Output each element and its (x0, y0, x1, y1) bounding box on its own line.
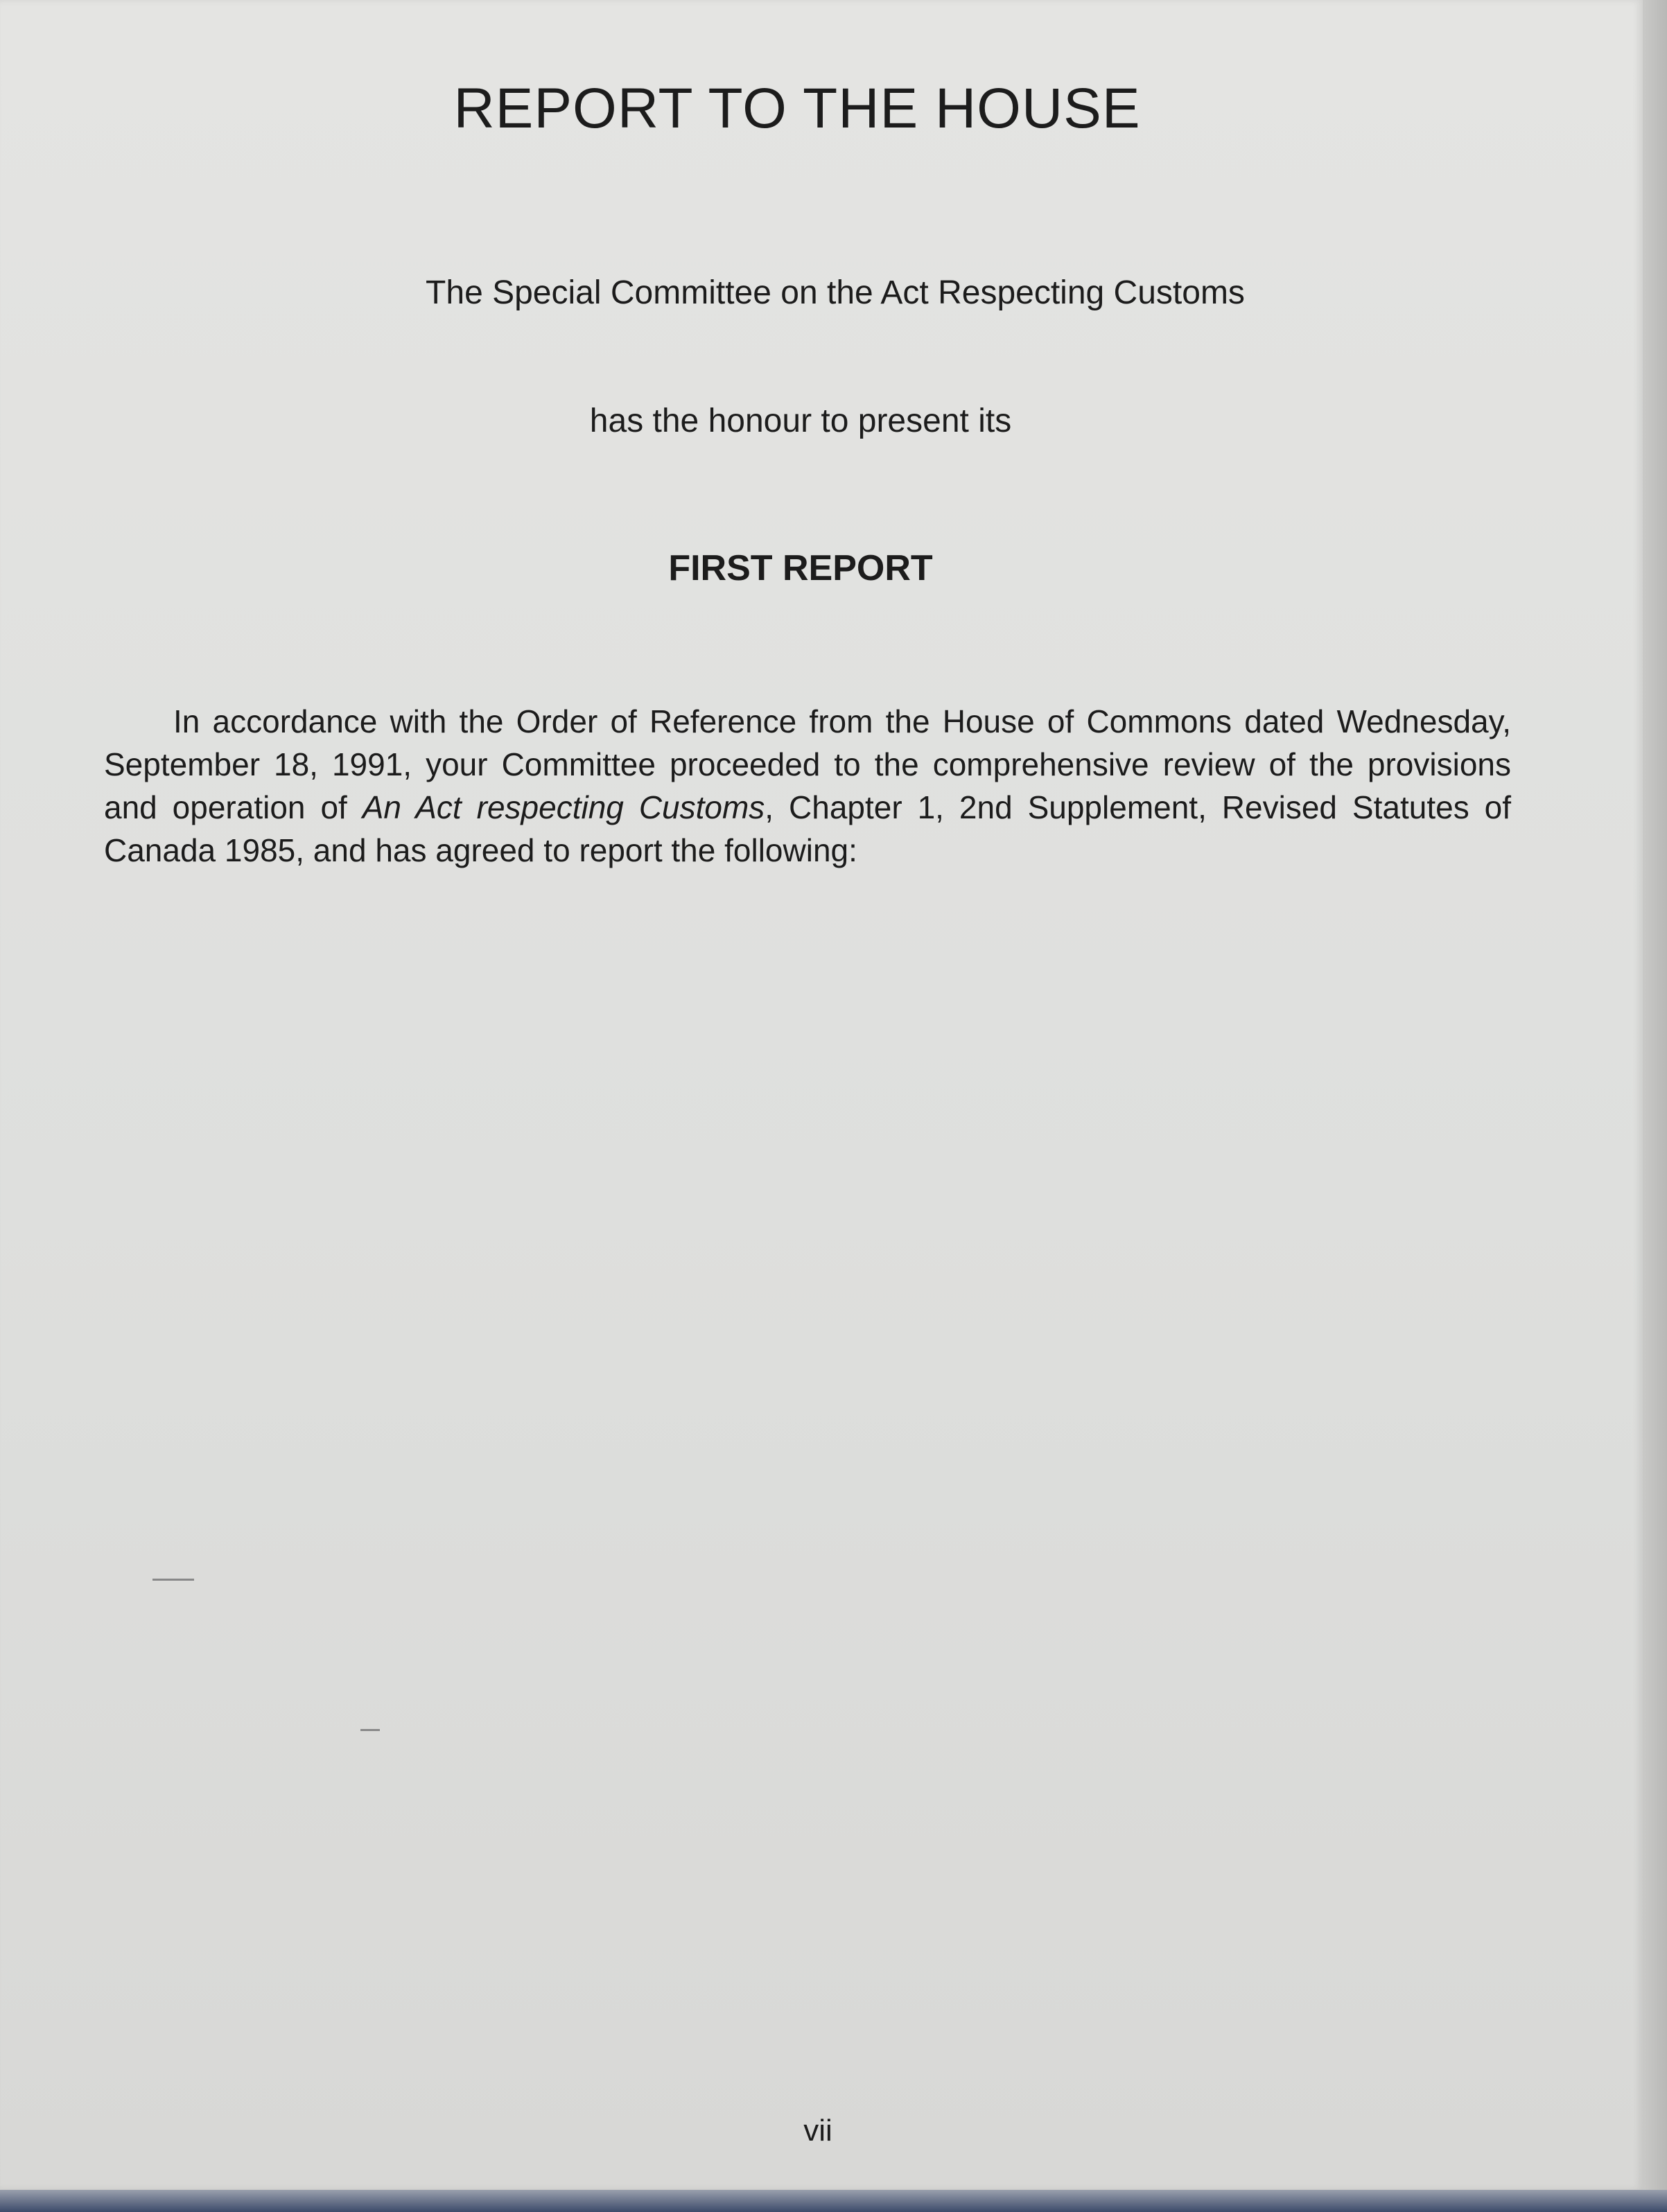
stray-mark (152, 1579, 194, 1581)
body-paragraph (104, 700, 1511, 872)
act-title: An Act respecting Customs (362, 789, 765, 825)
report-name: FIRST REPORT (668, 548, 933, 588)
body-text-part-1: In accordance with the Order of Reference from the House of Commons dated Wednesday, September 18, 1991, your Committee proceeded to the comprehensive review of the provisions and operation of (104, 703, 1511, 825)
body-text-part-2: , Chapter 1, 2nd Supplement, Revised Statutes of Canada 1985, and has agreed to report the following: (104, 789, 1511, 868)
intro-line: has the honour to present its (589, 403, 1012, 439)
page-number: vii (803, 2114, 832, 2148)
stray-mark (360, 1729, 380, 1731)
binding-edge (1643, 0, 1667, 2212)
page-title: REPORT TO THE HOUSE (453, 77, 1141, 140)
bottom-edge (0, 2190, 1667, 2212)
committee-name: The Special Committee on the Act Respecting Customs (426, 274, 1245, 311)
